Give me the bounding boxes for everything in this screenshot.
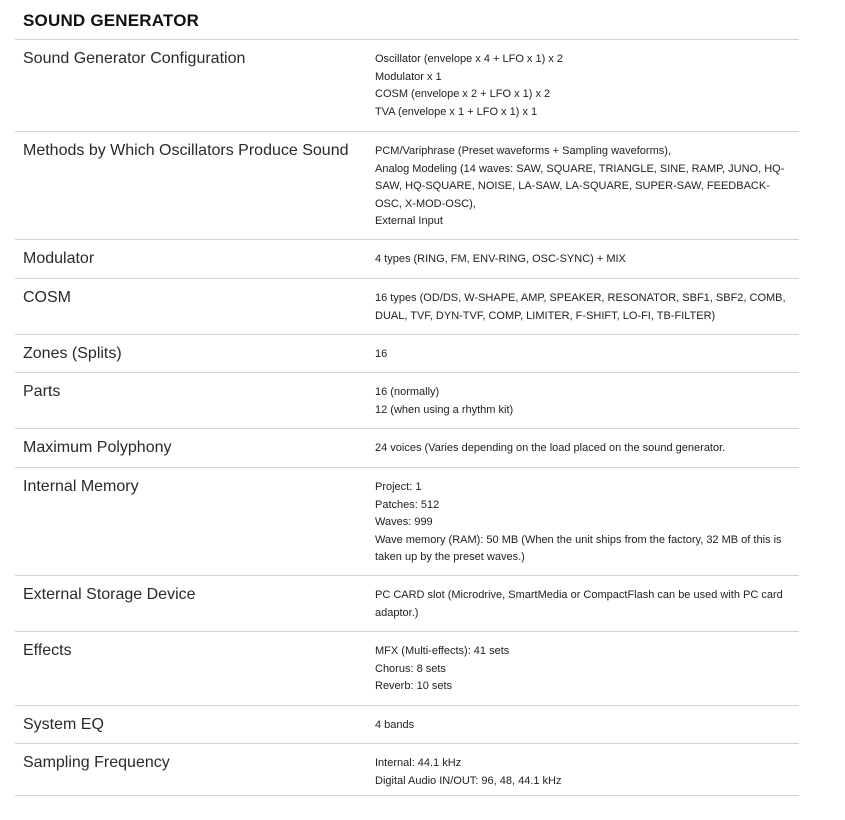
spec-value-line: 16: [375, 348, 388, 360]
spec-value-line: 16 (normally): [375, 386, 440, 398]
spec-values: [375, 40, 799, 131]
spec-row-external-storage: [15, 576, 799, 632]
spec-values: [375, 632, 799, 705]
spec-value-line: Digital Audio IN/OUT: 96, 48, 44.1 kHz: [375, 774, 562, 787]
spec-value-line: MFX (Multi-effects): 41 sets: [375, 645, 510, 657]
spec-row-cosm: [15, 279, 799, 335]
spec-value-line: COSM (envelope x 2 + LFO x 1) x 2: [375, 88, 551, 100]
section-title: SOUND GENERATOR: [23, 11, 200, 30]
spec-row-maximum-polyphony: [15, 429, 799, 468]
spec-values: [375, 279, 799, 334]
spec-values: [375, 744, 799, 795]
spec-value-line: TVA (envelope x 1 + LFO x 1) x 1: [375, 105, 538, 118]
spec-values: [375, 240, 799, 278]
spec-values: [375, 132, 799, 239]
spec-label: Methods by Which Oscillators Produce Sound: [23, 142, 349, 159]
spec-label: Sampling Frequency: [23, 754, 170, 771]
spec-value-line: External Input: [375, 215, 443, 227]
spec-value-line: 12 (when using a rhythm kit): [375, 403, 514, 416]
spec-value-line: PC CARD slot (Microdrive, SmartMedia or CompactFlash can be used with PC card adaptor.): [375, 589, 783, 619]
spec-row-effects: [15, 632, 799, 706]
spec-value-line: 4 bands: [375, 719, 415, 731]
spec-row-internal-memory: [15, 468, 799, 576]
spec-value-line: Patches: 512: [375, 498, 440, 511]
spec-values: [375, 429, 799, 467]
spec-label: System EQ: [23, 716, 104, 733]
spec-table: [15, 39, 799, 796]
spec-label: Zones (Splits): [23, 345, 122, 362]
spec-values: [375, 373, 799, 428]
spec-label: Internal Memory: [23, 478, 139, 495]
spec-row-modulator: [15, 240, 799, 279]
spec-value-line: PCM/Variphrase (Preset waveforms + Sampling waveforms),: [375, 145, 671, 157]
spec-value-line: 24 voices (Varies depending on the load placed on the sound generator.: [375, 442, 726, 454]
spec-row-sampling-frequency: [15, 744, 799, 796]
spec-value-line: Reverb: 10 sets: [375, 680, 453, 692]
spec-label: Sound Generator Configuration: [23, 50, 246, 67]
spec-row-system-eq: [15, 706, 799, 744]
spec-values: [375, 576, 799, 631]
spec-values: [375, 706, 799, 743]
spec-value-line: Analog Modeling (14 waves: SAW, SQUARE, TRIANGLE, SINE, RAMP, JUNO, HQ-SAW, HQ-SQUARE, NOISE, LA-SAW, LA-SQUARE, SUPER-SAW, FEEDBACK-OSC, X-MOD-OSC),: [375, 162, 785, 210]
spec-values: [375, 468, 799, 575]
spec-label: Effects: [23, 642, 72, 659]
spec-label: External Storage Device: [23, 586, 196, 603]
spec-label: COSM: [23, 289, 71, 306]
spec-value-line: 4 types (RING, FM, ENV-RING, OSC-SYNC) + MIX: [375, 253, 626, 265]
spec-value-line: Chorus: 8 sets: [375, 662, 446, 675]
spec-row-oscillator-methods: [15, 132, 799, 240]
spec-value-line: Internal: 44.1 kHz: [375, 757, 462, 769]
spec-value-line: 16 types (OD/DS, W-SHAPE, AMP, SPEAKER, RESONATOR, SBF1, SBF2, COMB, DUAL, TVF, DYN-TVF, COMP, LIMITER, F-SHIFT, LO-FI, TB-FILTER): [375, 292, 786, 322]
spec-label: Maximum Polyphony: [23, 439, 172, 456]
spec-row-parts: [15, 373, 799, 429]
spec-row-zones: [15, 335, 799, 373]
spec-value-line: Waves: 999: [375, 516, 433, 528]
spec-row-sound-generator-configuration: [15, 40, 799, 132]
spec-value-line: Project: 1: [375, 481, 422, 493]
spec-value-line: Wave memory (RAM): 50 MB (When the unit ships from the factory, 32 MB of this is taken up by the preset waves.): [375, 533, 782, 563]
spec-label: Modulator: [23, 250, 95, 267]
spec-value-line: Oscillator (envelope x 4 + LFO x 1) x 2: [375, 53, 563, 65]
spec-value-line: Modulator x 1: [375, 70, 442, 83]
spec-values: [375, 335, 799, 372]
spec-label: Parts: [23, 383, 61, 400]
